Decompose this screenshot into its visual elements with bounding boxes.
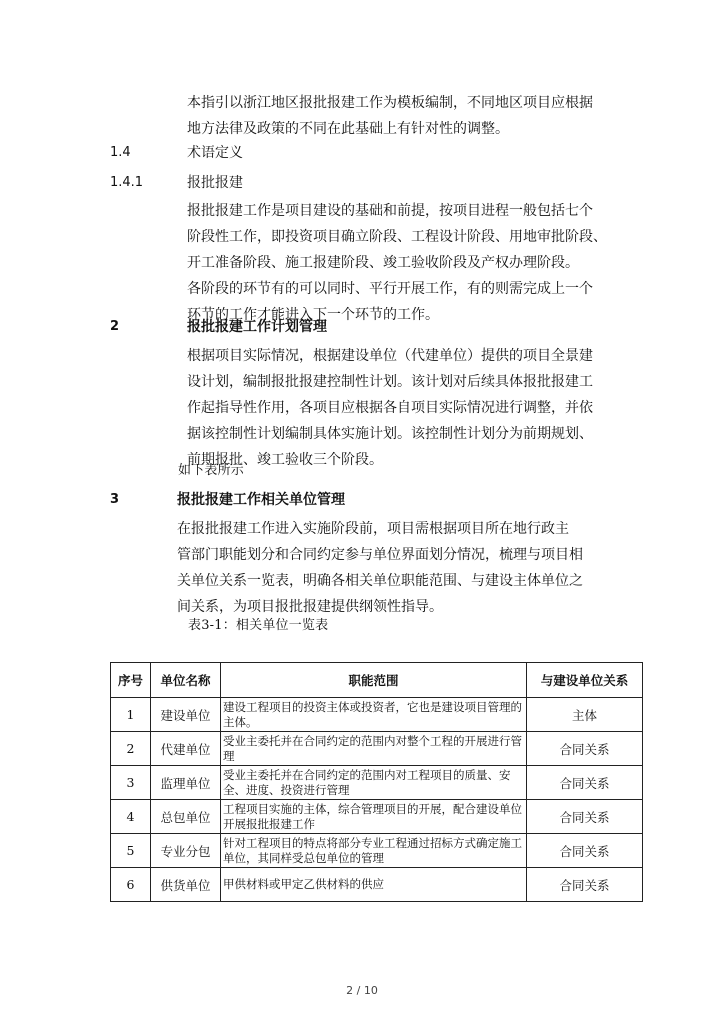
header-scope: 职能范围 (221, 663, 527, 698)
section-paragraph (187, 343, 627, 473)
section-number: 2 (110, 319, 120, 334)
cell-relation: 合同关系 (527, 868, 643, 902)
page-number: 2 / 10 (346, 984, 378, 997)
paragraph-line: 开工准备阶段、施工报建阶段、竣工验收阶段及产权办理阶段。 (187, 255, 579, 271)
intro-paragraph (187, 90, 627, 142)
header-no: 序号 (111, 663, 151, 698)
cell-no: 1 (111, 698, 151, 732)
section-title: 术语定义 (187, 145, 243, 161)
section-title: 报批报建工作相关单位管理 (177, 492, 345, 508)
paragraph-line: 前期报批、竣工验收三个阶段。 (187, 452, 383, 468)
cell-name: 供货单位 (151, 868, 221, 902)
cell-scope: 工程项目实施的主体，综合管理项目的开展，配合建设单位开展报批报建工作 (221, 800, 527, 834)
cell-scope: 针对工程项目的特点将部分专业工程通过招标方式确定施工单位，其同样受总包单位的管理 (221, 834, 527, 868)
cell-relation: 主体 (527, 698, 643, 732)
paragraph-line: 各阶段的环节有的可以同时、平行开展工作，有的则需完成上一个 (187, 281, 593, 297)
table-note: 如下表所示 (178, 463, 245, 478)
section-title: 报批报建工作计划管理 (187, 319, 327, 335)
section-number: 1.4 (110, 145, 131, 160)
cell-relation: 合同关系 (527, 766, 643, 800)
units-table (110, 662, 643, 902)
cell-name: 建设单位 (151, 698, 221, 732)
intro-line: 地方法律及政策的不同在此基础上有针对性的调整。 (187, 121, 509, 137)
table-caption: 表3-1：相关单位一览表 (188, 618, 329, 633)
table-row (111, 698, 643, 732)
cell-name: 专业分包 (151, 834, 221, 868)
paragraph-line: 阶段性工作，即投资项目确立阶段、工程设计阶段、用地审批阶段、 (187, 229, 607, 245)
cell-scope: 甲供材料或甲定乙供材料的供应 (221, 868, 527, 902)
table-header-row (111, 663, 643, 698)
cell-scope: 建设工程项目的投资主体或投资者，它也是建设项目管理的主体。 (221, 698, 527, 732)
table-row (111, 766, 643, 800)
paragraph-line: 管部门职能划分和合同约定参与单位界面划分情况，梳理与项目相 (177, 547, 583, 563)
cell-name: 总包单位 (151, 800, 221, 834)
cell-no: 3 (111, 766, 151, 800)
table-row (111, 732, 643, 766)
intro-line: 本指引以浙江地区报批报建工作为模板编制，不同地区项目应根据 (187, 95, 593, 111)
cell-no: 4 (111, 800, 151, 834)
paragraph-line: 据该控制性计划编制具体实施计划。该控制性计划分为前期规划、 (187, 426, 593, 442)
paragraph-line: 环节的工作才能进入下一个环节的工作。 (187, 307, 439, 323)
paragraph-line: 在报批报建工作进入实施阶段前，项目需根据项目所在地行政主 (177, 521, 569, 537)
table-row (111, 834, 643, 868)
cell-no: 2 (111, 732, 151, 766)
paragraph-line: 作起指导性作用，各项目应根据各自项目实际情况进行调整，并依 (187, 400, 593, 416)
cell-name: 代建单位 (151, 732, 221, 766)
header-name: 单位名称 (151, 663, 221, 698)
cell-relation: 合同关系 (527, 800, 643, 834)
cell-no: 5 (111, 834, 151, 868)
paragraph-line: 报批报建工作是项目建设的基础和前提，按项目进程一般包括七个 (187, 203, 593, 219)
table-row (111, 868, 643, 902)
cell-name: 监理单位 (151, 766, 221, 800)
cell-scope: 受业主委托并在合同约定的范围内对工程项目的质量、安全、进度、投资进行管理 (221, 766, 527, 800)
header-relation: 与建设单位关系 (527, 663, 643, 698)
cell-scope: 受业主委托并在合同约定的范围内对整个工程的开展进行管理 (221, 732, 527, 766)
cell-relation: 合同关系 (527, 732, 643, 766)
table-row (111, 800, 643, 834)
section-number: 3 (110, 492, 120, 507)
section-title: 报批报建 (187, 175, 243, 191)
paragraph-line: 设计划，编制报批报建控制性计划。该计划对后续具体报批报建工 (187, 374, 593, 390)
section-paragraph (187, 198, 627, 328)
section-number: 1.4.1 (110, 175, 144, 190)
paragraph-line: 间关系，为项目报批报建提供纲领性指导。 (177, 599, 443, 615)
paragraph-line: 根据项目实际情况，根据建设单位（代建单位）提供的项目全景建 (187, 348, 593, 364)
cell-relation: 合同关系 (527, 834, 643, 868)
paragraph-line: 关单位关系一览表，明确各相关单位职能范围、与建设主体单位之 (177, 573, 583, 589)
section-paragraph (177, 516, 617, 620)
cell-no: 6 (111, 868, 151, 902)
